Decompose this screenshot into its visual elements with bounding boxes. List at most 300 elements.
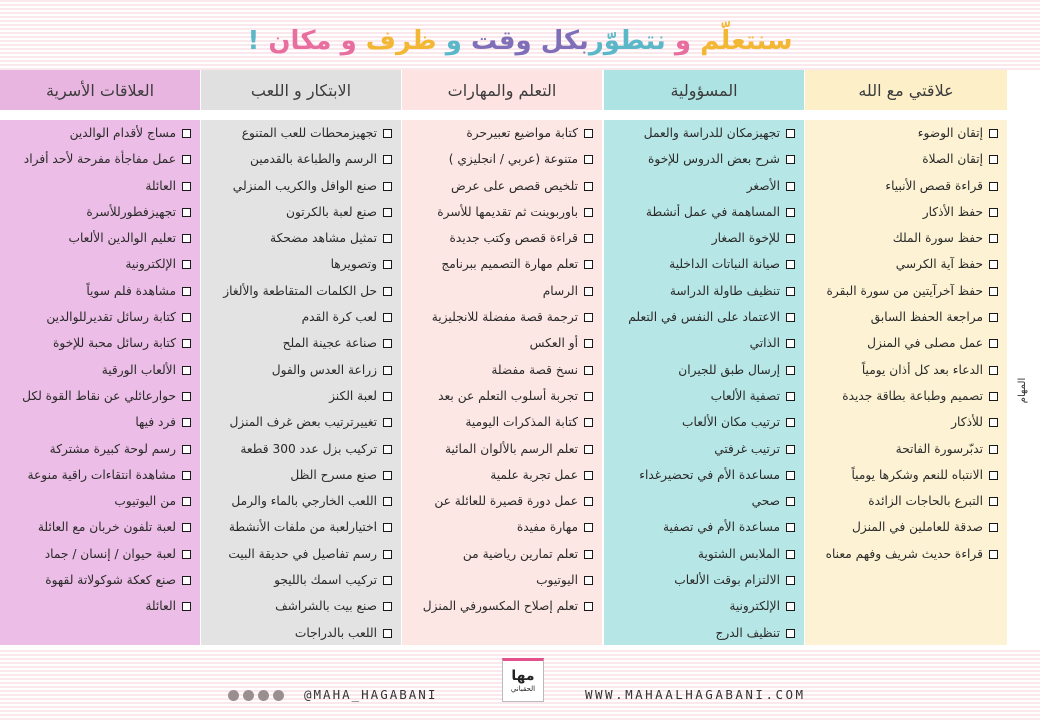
task-label: مساج لأقدام الوالدين (69, 126, 176, 140)
checkbox-icon[interactable] (383, 629, 392, 638)
checkbox-icon[interactable] (182, 208, 191, 217)
task-label: من اليوتيوب (114, 494, 176, 509)
checkbox-icon[interactable] (786, 155, 795, 164)
checkbox-icon[interactable] (383, 392, 392, 401)
task-label: قراءة قصص وكتب جديدة (449, 231, 578, 246)
checkbox-icon[interactable] (989, 287, 998, 296)
task-label: إتقان الصلاة (922, 152, 983, 167)
task-list (604, 120, 804, 645)
task-label: كتابة رسائل محبة للإخوة (53, 336, 176, 351)
checkbox-icon[interactable] (182, 287, 191, 296)
task-item (207, 120, 392, 146)
column-responsibility (604, 70, 804, 645)
task-item (408, 304, 593, 330)
task-item (408, 330, 593, 356)
checkbox-icon[interactable] (182, 550, 191, 559)
task-item (408, 173, 593, 199)
checkbox-icon[interactable] (584, 234, 593, 243)
task-item (207, 620, 392, 646)
column-header: التعلم والمهارات (402, 70, 602, 112)
title-part: بكل (531, 26, 589, 56)
checkbox-icon[interactable] (584, 313, 593, 322)
checkbox-icon[interactable] (786, 234, 795, 243)
task-label: رسم تفاصيل في حديقة البيت (228, 546, 377, 561)
snapchat-icon[interactable] (258, 690, 269, 701)
task-label: اليوتيوب (536, 573, 578, 588)
checkbox-icon[interactable] (383, 576, 392, 585)
task-label: تجهيزمكان للدراسة والعمل (643, 126, 780, 140)
task-label: العائلة (145, 178, 176, 193)
column-header: العلاقات الأسرية (0, 70, 200, 112)
checkbox-icon[interactable] (989, 392, 998, 401)
task-item (610, 330, 795, 356)
task-item (6, 173, 191, 199)
column-creativity-play (201, 70, 401, 645)
checkbox-icon[interactable] (182, 471, 191, 480)
checkbox-icon[interactable] (786, 260, 795, 269)
checkbox-icon[interactable] (989, 313, 998, 322)
task-label: الذاتي (749, 336, 780, 351)
column-relationship-with-god (805, 70, 1007, 645)
task-label: اختيارلعبة من ملفات الأنشطة (228, 520, 377, 535)
checkbox-icon[interactable] (383, 129, 392, 138)
task-item (408, 488, 593, 514)
checkbox-icon[interactable] (182, 576, 191, 585)
task-item (408, 251, 593, 277)
task-item (6, 357, 191, 383)
twitter-icon[interactable] (273, 690, 284, 701)
task-item (6, 409, 191, 435)
task-item (811, 462, 998, 488)
task-label: وتصويرها (330, 257, 377, 272)
task-label: تركيب اسمك بالليجو (274, 573, 377, 588)
task-label: فرد فيها (135, 415, 176, 430)
checkbox-icon[interactable] (182, 339, 191, 348)
brand-logo: مها الحقباني (502, 658, 544, 702)
task-label: كتابة مواضيع تعبيرحرة (466, 126, 578, 140)
checkbox-icon[interactable] (786, 497, 795, 506)
checkbox-icon[interactable] (182, 182, 191, 191)
task-item (408, 357, 593, 383)
task-item (408, 514, 593, 540)
checkbox-icon[interactable] (786, 366, 795, 375)
task-item (610, 225, 795, 251)
task-label: الملابس الشتوية (697, 546, 780, 561)
checkbox-icon[interactable] (584, 155, 593, 164)
task-label: قراءة قصص الأنبياء (885, 178, 983, 193)
task-item (811, 436, 998, 462)
checkbox-icon[interactable] (584, 260, 593, 269)
checkbox-icon[interactable] (182, 234, 191, 243)
task-item (610, 278, 795, 304)
task-item (811, 199, 998, 225)
checkbox-icon[interactable] (584, 576, 593, 585)
task-item (6, 436, 191, 462)
checkbox-icon[interactable] (786, 392, 795, 401)
checkbox-icon[interactable] (383, 523, 392, 532)
checkbox-icon[interactable] (182, 366, 191, 375)
task-item (610, 304, 795, 330)
checkbox-icon[interactable] (786, 629, 795, 638)
task-item (811, 120, 998, 146)
task-label: تعلم إصلاح المكسورفي المنزل (422, 599, 578, 614)
checkbox-icon[interactable] (989, 155, 998, 164)
task-label: مشاهدة انتقاءات راقية منوعة (27, 467, 176, 482)
task-list (0, 120, 200, 645)
task-label: تصميم وطباعة بطاقة جديدة (842, 388, 983, 403)
task-label: تجهيزفطورللأسرة (86, 204, 176, 219)
task-label: صنع مسرح الظل (290, 467, 377, 482)
checkbox-icon[interactable] (584, 602, 593, 611)
task-item (6, 251, 191, 277)
social-icons (228, 690, 284, 701)
task-label: عمل تجربة علمية (490, 467, 578, 482)
checkbox-icon[interactable] (383, 550, 392, 559)
checkbox-icon[interactable] (989, 497, 998, 506)
task-label: للإخوة الصغار (711, 231, 780, 246)
title-part: و (331, 26, 366, 56)
task-item (6, 567, 191, 593)
checkbox-icon[interactable] (182, 497, 191, 506)
tasks-side-label: المهام (1017, 377, 1029, 403)
task-item (610, 541, 795, 567)
task-item (6, 278, 191, 304)
task-label: نسخ قصة مفضلة (491, 362, 578, 377)
task-label: الإلكترونية (729, 599, 780, 614)
task-item (610, 514, 795, 540)
page-title (0, 26, 1040, 56)
task-label: مشاهدة فلم سوياً (86, 283, 176, 298)
checkbox-icon[interactable] (786, 418, 795, 427)
column-family-relations (0, 70, 200, 645)
title-part: مكان (268, 26, 332, 56)
task-item (207, 383, 392, 409)
checkbox-icon[interactable] (989, 182, 998, 191)
task-item (610, 146, 795, 172)
checkbox-icon[interactable] (786, 471, 795, 480)
task-label: صدقة للعاملين في المنزل (852, 520, 983, 535)
task-label: صنع بيت بالشراشف (275, 599, 377, 614)
task-label: حفظ الأذكار (922, 204, 983, 219)
task-label: أو العكس (529, 336, 578, 351)
task-item (207, 251, 392, 277)
task-item (6, 593, 191, 619)
task-label: الرسم والطباعة بالقدمين (250, 152, 377, 167)
checkbox-icon[interactable] (584, 392, 593, 401)
task-label: الدعاء بعد كل أذان يومياً (861, 362, 983, 377)
task-label: مراجعة الحفظ السابق (870, 310, 983, 325)
checkbox-icon[interactable] (989, 260, 998, 269)
checkbox-icon[interactable] (989, 523, 998, 532)
checkbox-icon[interactable] (584, 471, 593, 480)
checkbox-icon[interactable] (584, 550, 593, 559)
checkbox-icon[interactable] (786, 523, 795, 532)
checkbox-icon[interactable] (383, 155, 392, 164)
checkbox-icon[interactable] (584, 287, 593, 296)
task-label: تركيب بزل عدد 300 قطعة (240, 441, 377, 456)
social-handle[interactable]: @MAHA_HAGABANI (304, 687, 438, 702)
task-label: حل الكلمات المتقاطعة والألغاز (223, 283, 377, 298)
column-header: الابتكار و اللعب (201, 70, 401, 112)
task-label: الانتباه للنعم وشكرها يومياً (851, 467, 983, 482)
title-part: ! (247, 26, 269, 56)
task-item (207, 278, 392, 304)
task-label: عمل دورة قصيرة للعائلة عن (434, 494, 578, 509)
task-label: لعبة تلفون خربان مع العائلة (37, 520, 176, 535)
task-item (811, 278, 998, 304)
checkbox-icon[interactable] (786, 445, 795, 454)
task-item (811, 383, 998, 409)
task-item (408, 462, 593, 488)
task-item (6, 225, 191, 251)
checkbox-icon[interactable] (584, 497, 593, 506)
website-link[interactable]: WWW.MAHAALHAGABANI.COM (585, 687, 806, 702)
checkbox-icon[interactable] (383, 602, 392, 611)
task-item (408, 225, 593, 251)
checkbox-icon[interactable] (989, 445, 998, 454)
task-label: حوارعائلي عن نقاط القوة لكل (22, 388, 176, 403)
checkbox-icon[interactable] (989, 234, 998, 243)
task-item (610, 462, 795, 488)
task-label: قراءة حديث شريف وفهم معناه (825, 546, 983, 561)
checkbox-icon[interactable] (383, 471, 392, 480)
task-list (402, 120, 602, 645)
checkbox-icon[interactable] (383, 339, 392, 348)
task-item (811, 146, 998, 172)
column-learning-skills (402, 70, 602, 645)
task-label: حفظ سورة الملك (892, 231, 983, 246)
task-item (811, 225, 998, 251)
task-item (811, 488, 998, 514)
task-item (610, 436, 795, 462)
task-label: تعلم الرسم بالألوان المائية (444, 441, 578, 456)
checkbox-icon[interactable] (182, 418, 191, 427)
task-item (207, 514, 392, 540)
task-item (207, 146, 392, 172)
task-label: تنظيف طاولة الدراسة (669, 283, 780, 298)
task-label: الاعتماد على النفس في التعلم (628, 310, 780, 325)
task-item (408, 567, 593, 593)
checkbox-icon[interactable] (584, 129, 593, 138)
task-label: تنظيف الدرج (715, 625, 780, 640)
checkbox-icon[interactable] (786, 550, 795, 559)
task-item (207, 462, 392, 488)
task-label: صنع لعبة بالكرتون (286, 204, 377, 219)
checkbox-icon[interactable] (989, 418, 998, 427)
task-item (207, 357, 392, 383)
title-part: و (665, 26, 701, 56)
task-label: تجهيزمحطات للعب المتنوع (241, 126, 377, 140)
checkbox-icon[interactable] (383, 313, 392, 322)
checkbox-icon[interactable] (786, 313, 795, 322)
task-item (811, 541, 998, 567)
task-label: تلخيص قصص على عرض (450, 178, 578, 193)
task-label: رسم لوحة كبيرة مشتركة (49, 441, 176, 456)
task-label: ترتيب مكان الألعاب (682, 415, 780, 430)
task-list (805, 120, 1007, 645)
task-label: شرح بعض الدروس للإخوة (648, 152, 780, 167)
task-item (207, 488, 392, 514)
task-item (811, 409, 998, 435)
task-item (207, 436, 392, 462)
checkbox-icon[interactable] (383, 418, 392, 427)
checkbox-icon[interactable] (786, 208, 795, 217)
checkbox-icon[interactable] (383, 182, 392, 191)
task-item (811, 357, 998, 383)
task-item (207, 409, 392, 435)
task-label: الالتزام بوقت الألعاب (674, 573, 780, 588)
checkbox-icon[interactable] (383, 287, 392, 296)
task-label: صنع كعكة شوكولاتة لقهوة (45, 573, 176, 588)
checkbox-icon[interactable] (182, 392, 191, 401)
task-item (207, 304, 392, 330)
task-item (207, 541, 392, 567)
checkbox-icon[interactable] (989, 339, 998, 348)
task-label: تغييرترتيب بعض غرف المنزل (229, 415, 377, 430)
title-part: سنتعلّم (700, 26, 793, 56)
task-item (811, 173, 998, 199)
task-item (408, 541, 593, 567)
checkbox-icon[interactable] (182, 313, 191, 322)
checkbox-icon[interactable] (786, 339, 795, 348)
checkbox-icon[interactable] (584, 523, 593, 532)
task-label: كتابة رسائل تقديرللوالدين (46, 310, 176, 325)
task-item (408, 278, 593, 304)
task-label: تعلم تمارين رياضية من (462, 546, 578, 561)
task-item (207, 225, 392, 251)
checkbox-icon[interactable] (786, 182, 795, 191)
task-label: المساهمة في عمل أنشطة (645, 204, 780, 219)
task-label: ترتيب غرفتي (714, 441, 780, 456)
task-label: الأصغر (746, 178, 780, 193)
task-item (207, 330, 392, 356)
task-label: عمل مفاجأة مفرحة لأحد أفراد (23, 152, 176, 167)
task-label: التبرع بالحاجات الزائدة (868, 494, 983, 509)
task-label: لعب كرة القدم (301, 310, 377, 325)
checkbox-icon[interactable] (989, 129, 998, 138)
checkbox-icon[interactable] (989, 471, 998, 480)
task-label: تجربة أسلوب التعلم عن بعد (438, 388, 578, 403)
checkbox-icon[interactable] (383, 260, 392, 269)
checkbox-icon[interactable] (182, 445, 191, 454)
task-label: إتقان الوضوء (917, 126, 983, 140)
task-item (610, 488, 795, 514)
task-label: مساعدة الأم في تحضيرغداء (639, 467, 780, 482)
task-item (610, 620, 795, 646)
task-label: باوربوينت ثم تقديمها للأسرة (437, 204, 578, 219)
youtube-icon[interactable] (228, 690, 239, 701)
task-item (610, 567, 795, 593)
task-label: اللعب الخارجي بالماء والرمل (231, 494, 377, 509)
checkbox-icon[interactable] (786, 129, 795, 138)
task-label: لعبة حيوان / إنسان / جماد (44, 546, 176, 561)
checkbox-icon[interactable] (383, 497, 392, 506)
task-label: العائلة (145, 599, 176, 614)
task-item (6, 462, 191, 488)
checkbox-icon[interactable] (584, 445, 593, 454)
task-label: صحي (751, 494, 780, 509)
checkbox-icon[interactable] (182, 155, 191, 164)
checkbox-icon[interactable] (584, 182, 593, 191)
task-label: زراعة العدس والفول (271, 362, 377, 377)
task-item (408, 120, 593, 146)
checkbox-icon[interactable] (383, 208, 392, 217)
checkbox-icon[interactable] (383, 366, 392, 375)
checkbox-icon[interactable] (383, 234, 392, 243)
task-item (6, 488, 191, 514)
task-item (6, 146, 191, 172)
task-label: تصفية الألعاب (710, 388, 780, 403)
task-label: ترجمة قصة مفضلة للانجليزية (431, 310, 578, 325)
task-item (610, 357, 795, 383)
checkbox-icon[interactable] (786, 576, 795, 585)
task-item (408, 146, 593, 172)
task-label: الإلكترونية (125, 257, 176, 272)
task-label: اللعب بالدراجات (294, 625, 377, 640)
column-header: علاقتي مع الله (805, 70, 1007, 112)
checkbox-icon[interactable] (786, 602, 795, 611)
task-item (6, 330, 191, 356)
tasks-grid (0, 70, 1040, 645)
task-label: للأذكار (951, 415, 983, 430)
task-item (610, 120, 795, 146)
instagram-icon[interactable] (243, 690, 254, 701)
task-label: عمل مصلى في المنزل (867, 336, 983, 351)
task-label: تدبّرسورة الفاتحة (895, 441, 983, 456)
task-item (811, 514, 998, 540)
task-label: صنع الوافل والكريب المنزلي (232, 178, 377, 193)
checkbox-icon[interactable] (584, 366, 593, 375)
task-item (6, 120, 191, 146)
checkbox-icon[interactable] (584, 339, 593, 348)
task-label: لعبة الكنز (329, 388, 377, 403)
checkbox-icon[interactable] (989, 550, 998, 559)
task-item (6, 514, 191, 540)
checkbox-icon[interactable] (584, 418, 593, 427)
checkbox-icon[interactable] (182, 260, 191, 269)
checkbox-icon[interactable] (182, 129, 191, 138)
task-label: تعلم مهارة التصميم ببرنامج (441, 257, 578, 272)
checkbox-icon[interactable] (182, 602, 191, 611)
task-label: الرسام (542, 283, 578, 298)
task-label: صناعة عجينة الملح (282, 336, 377, 351)
task-item (408, 199, 593, 225)
checkbox-icon[interactable] (182, 523, 191, 532)
checkbox-icon[interactable] (584, 208, 593, 217)
checkbox-icon[interactable] (383, 445, 392, 454)
checkbox-icon[interactable] (989, 208, 998, 217)
checkbox-icon[interactable] (989, 366, 998, 375)
task-item (811, 330, 998, 356)
task-item (610, 383, 795, 409)
task-label: متنوعة (عربي / انجليزي ) (448, 152, 578, 167)
task-label: تعليم الوالدين الألعاب (68, 231, 176, 246)
task-item (610, 409, 795, 435)
task-item (408, 436, 593, 462)
task-item (6, 541, 191, 567)
task-item (610, 199, 795, 225)
task-item (207, 173, 392, 199)
task-label: تمثيل مشاهد مضحكة (270, 231, 377, 246)
task-list (201, 120, 401, 645)
task-item (207, 593, 392, 619)
task-item (207, 199, 392, 225)
task-item (408, 409, 593, 435)
task-label: إرسال طبق للجيران (678, 362, 780, 377)
checkbox-icon[interactable] (786, 287, 795, 296)
task-item (408, 383, 593, 409)
task-label: مهارة مفيدة (516, 520, 578, 535)
